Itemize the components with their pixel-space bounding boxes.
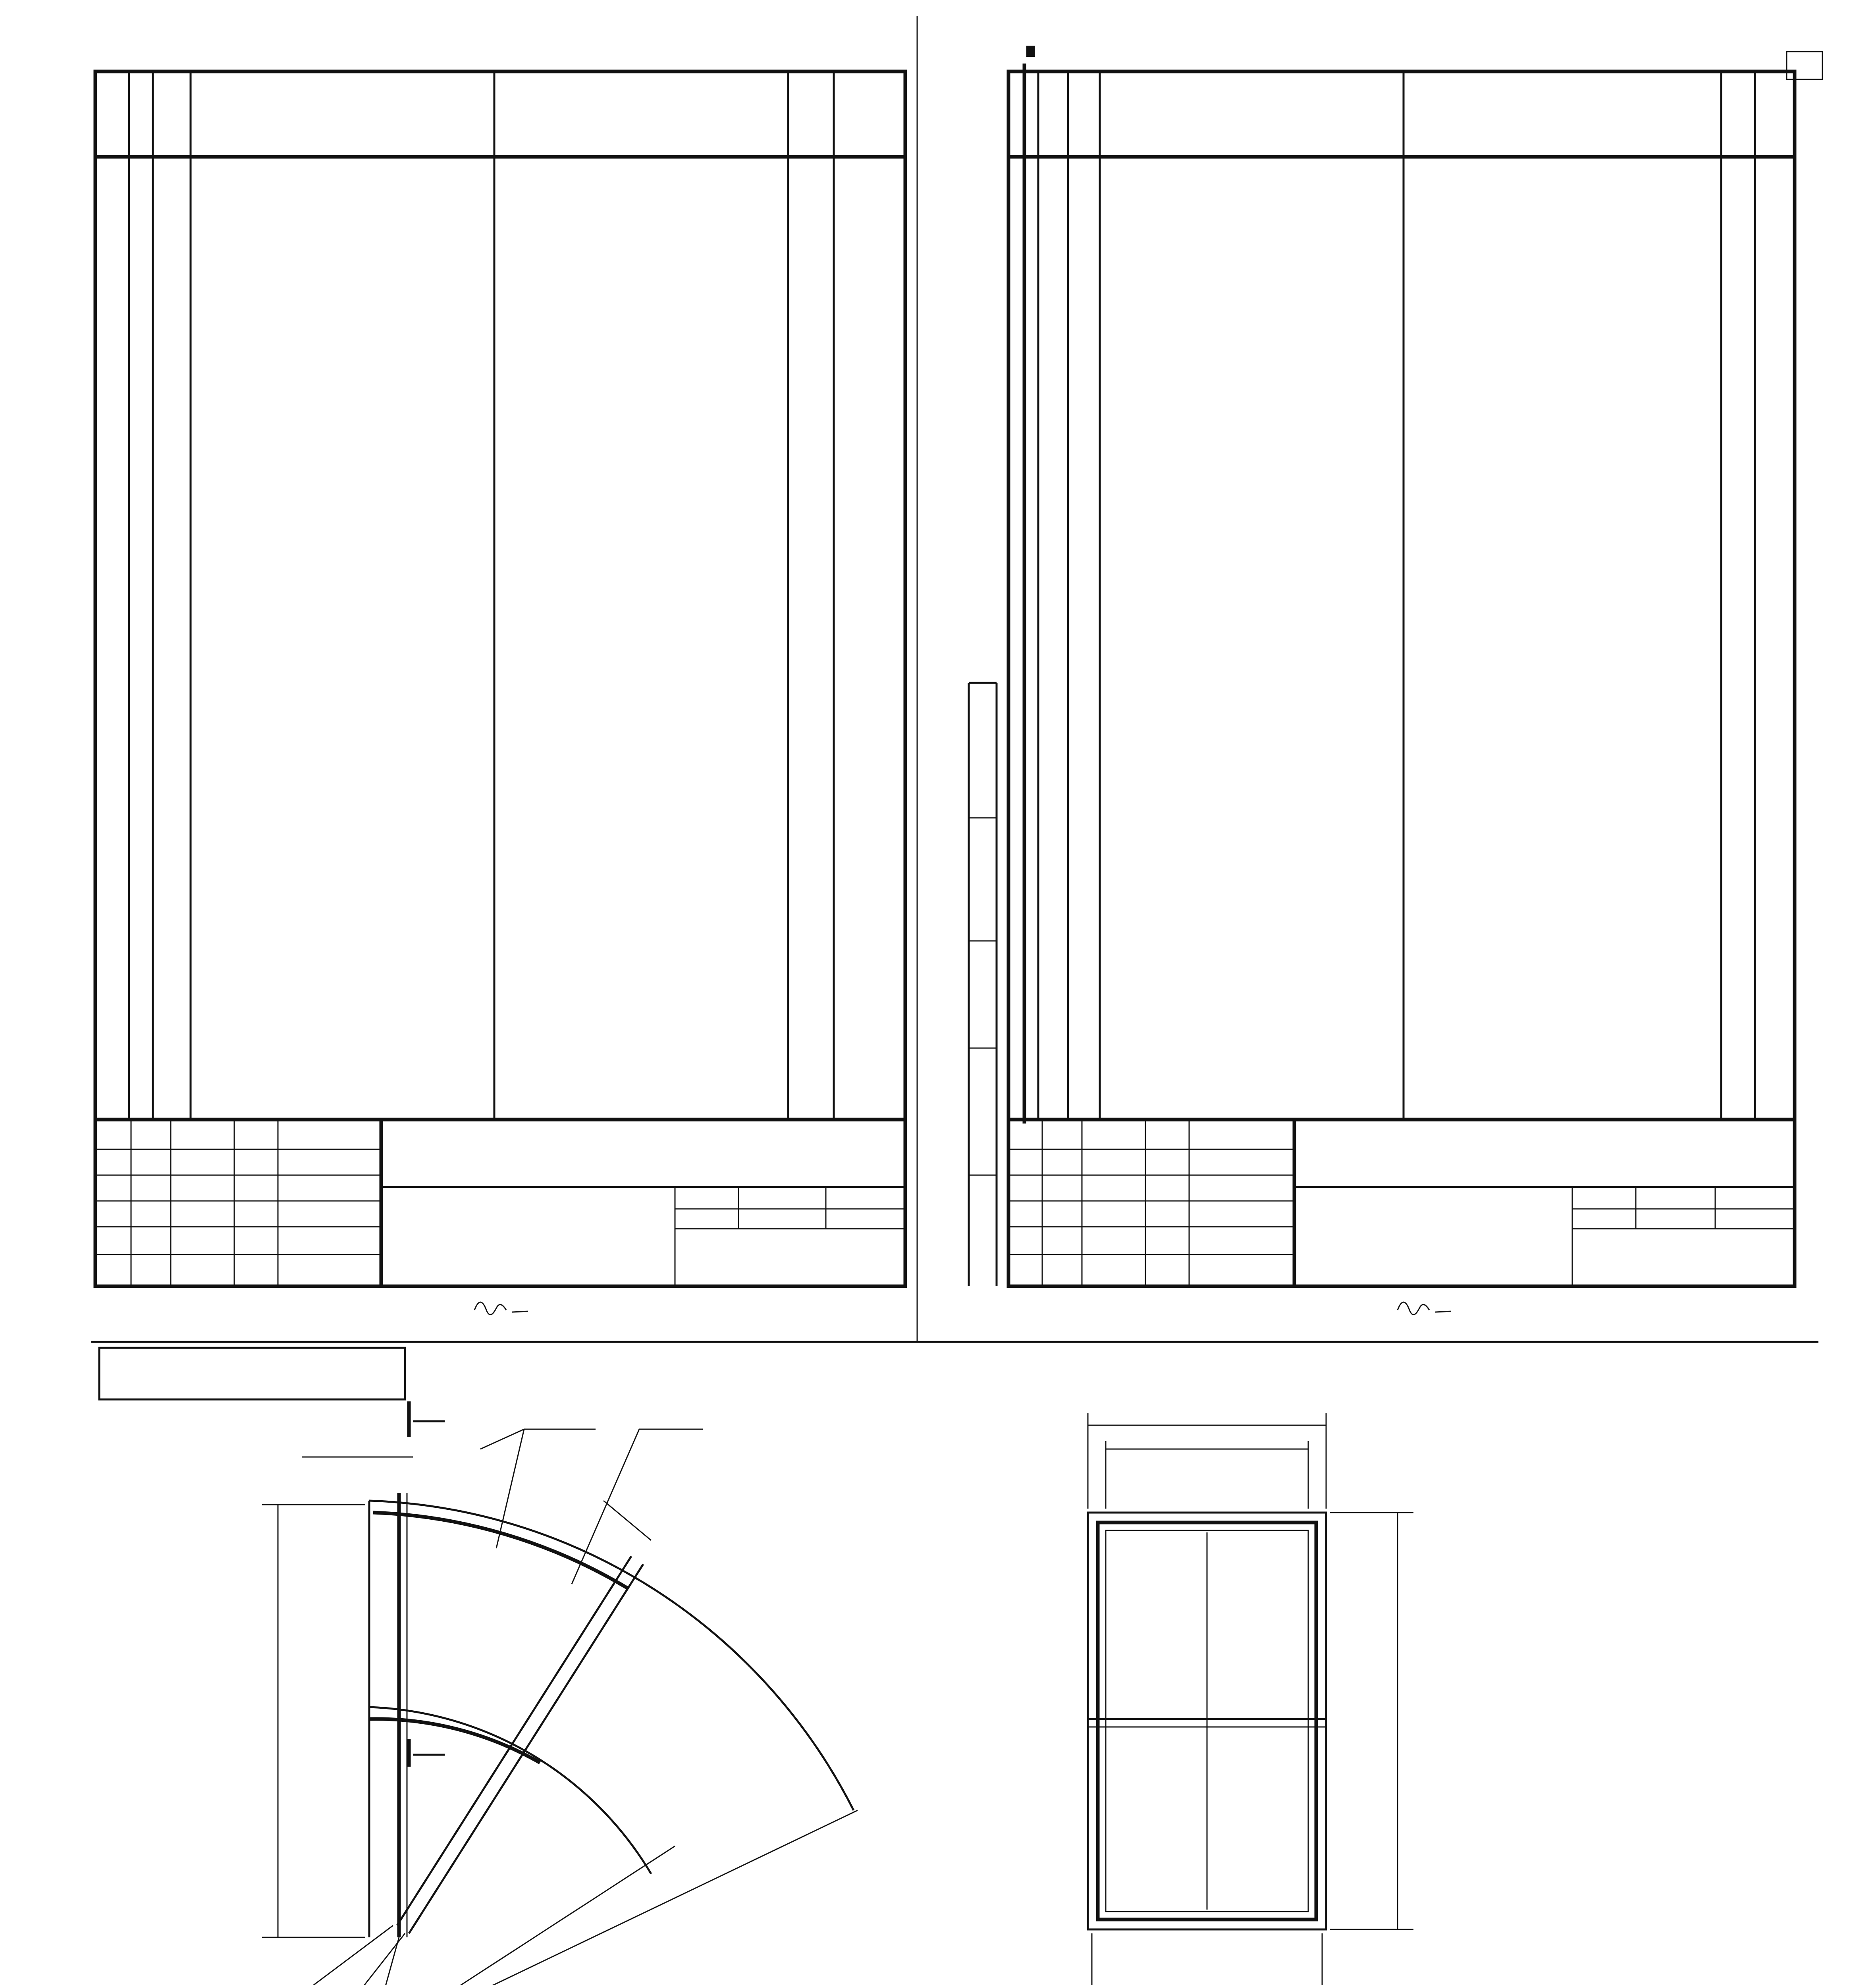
right-copied-signature: [1398, 1302, 1451, 1314]
frame-view: [1088, 1413, 1413, 1985]
right-title-block: [1008, 1120, 1795, 1286]
right-spec: [1008, 71, 1795, 1120]
left-spec: [95, 71, 905, 1120]
page-number-box: [1787, 52, 1822, 79]
left-copied-signature: [474, 1302, 528, 1314]
scan-mark: [1026, 46, 1035, 57]
elbow-view: [171, 1401, 858, 1985]
left-title-block: [95, 1120, 905, 1286]
corner-stamp-box: [99, 1348, 405, 1399]
page-frame: [91, 16, 1818, 1985]
binding-strip: [969, 64, 1024, 1286]
